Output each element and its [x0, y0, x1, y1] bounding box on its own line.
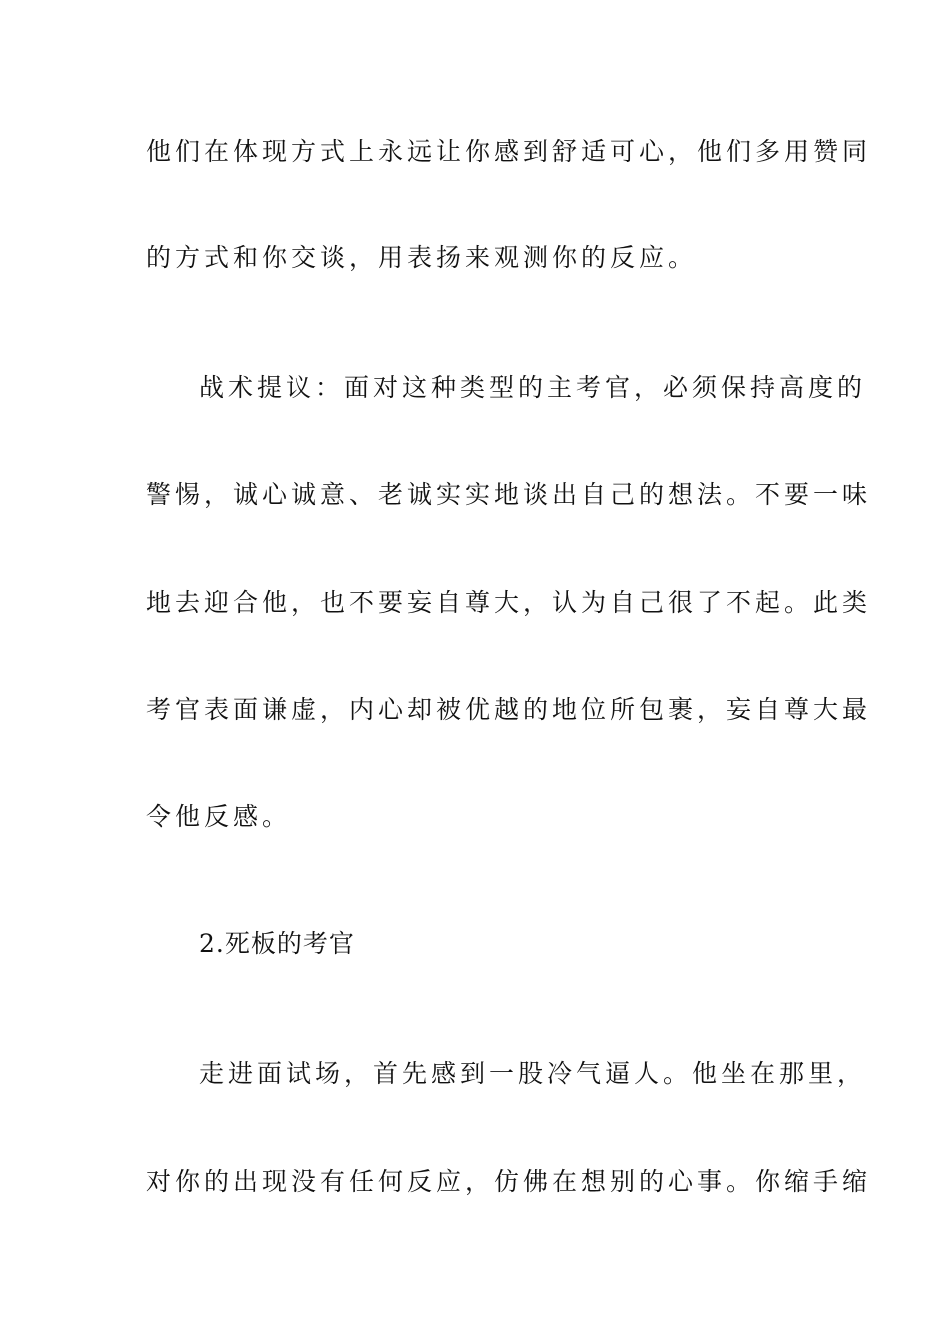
paragraph-line: 地去迎合他，也不要妄自尊大，认为自己很了不起。此类: [146, 588, 872, 617]
paragraph-line: 他们在体现方式上永远让你感到舒适可心，他们多用赞同: [146, 137, 872, 166]
paragraph-line: 考官表面谦虚，内心却被优越的地位所包裹，妄自尊大最: [146, 695, 872, 724]
section-heading: 2.死板的考官: [199, 929, 355, 958]
paragraph-line: 走进面试场，首先感到一股冷气逼人。他坐在那里，: [199, 1059, 867, 1088]
paragraph-line: 战术提议：面对这种类型的主考官，必须保持高度的: [199, 373, 867, 402]
paragraph-line: 的方式和你交谈，用表扬来观测你的反应。: [146, 243, 698, 272]
paragraph-line: 令他反感。: [146, 802, 292, 831]
paragraph-line: 警惕，诚心诚意、老诚实实地谈出自己的想法。不要一味: [146, 480, 872, 509]
paragraph-line: 对你的出现没有任何反应，仿佛在想别的心事。你缩手缩: [146, 1167, 872, 1196]
